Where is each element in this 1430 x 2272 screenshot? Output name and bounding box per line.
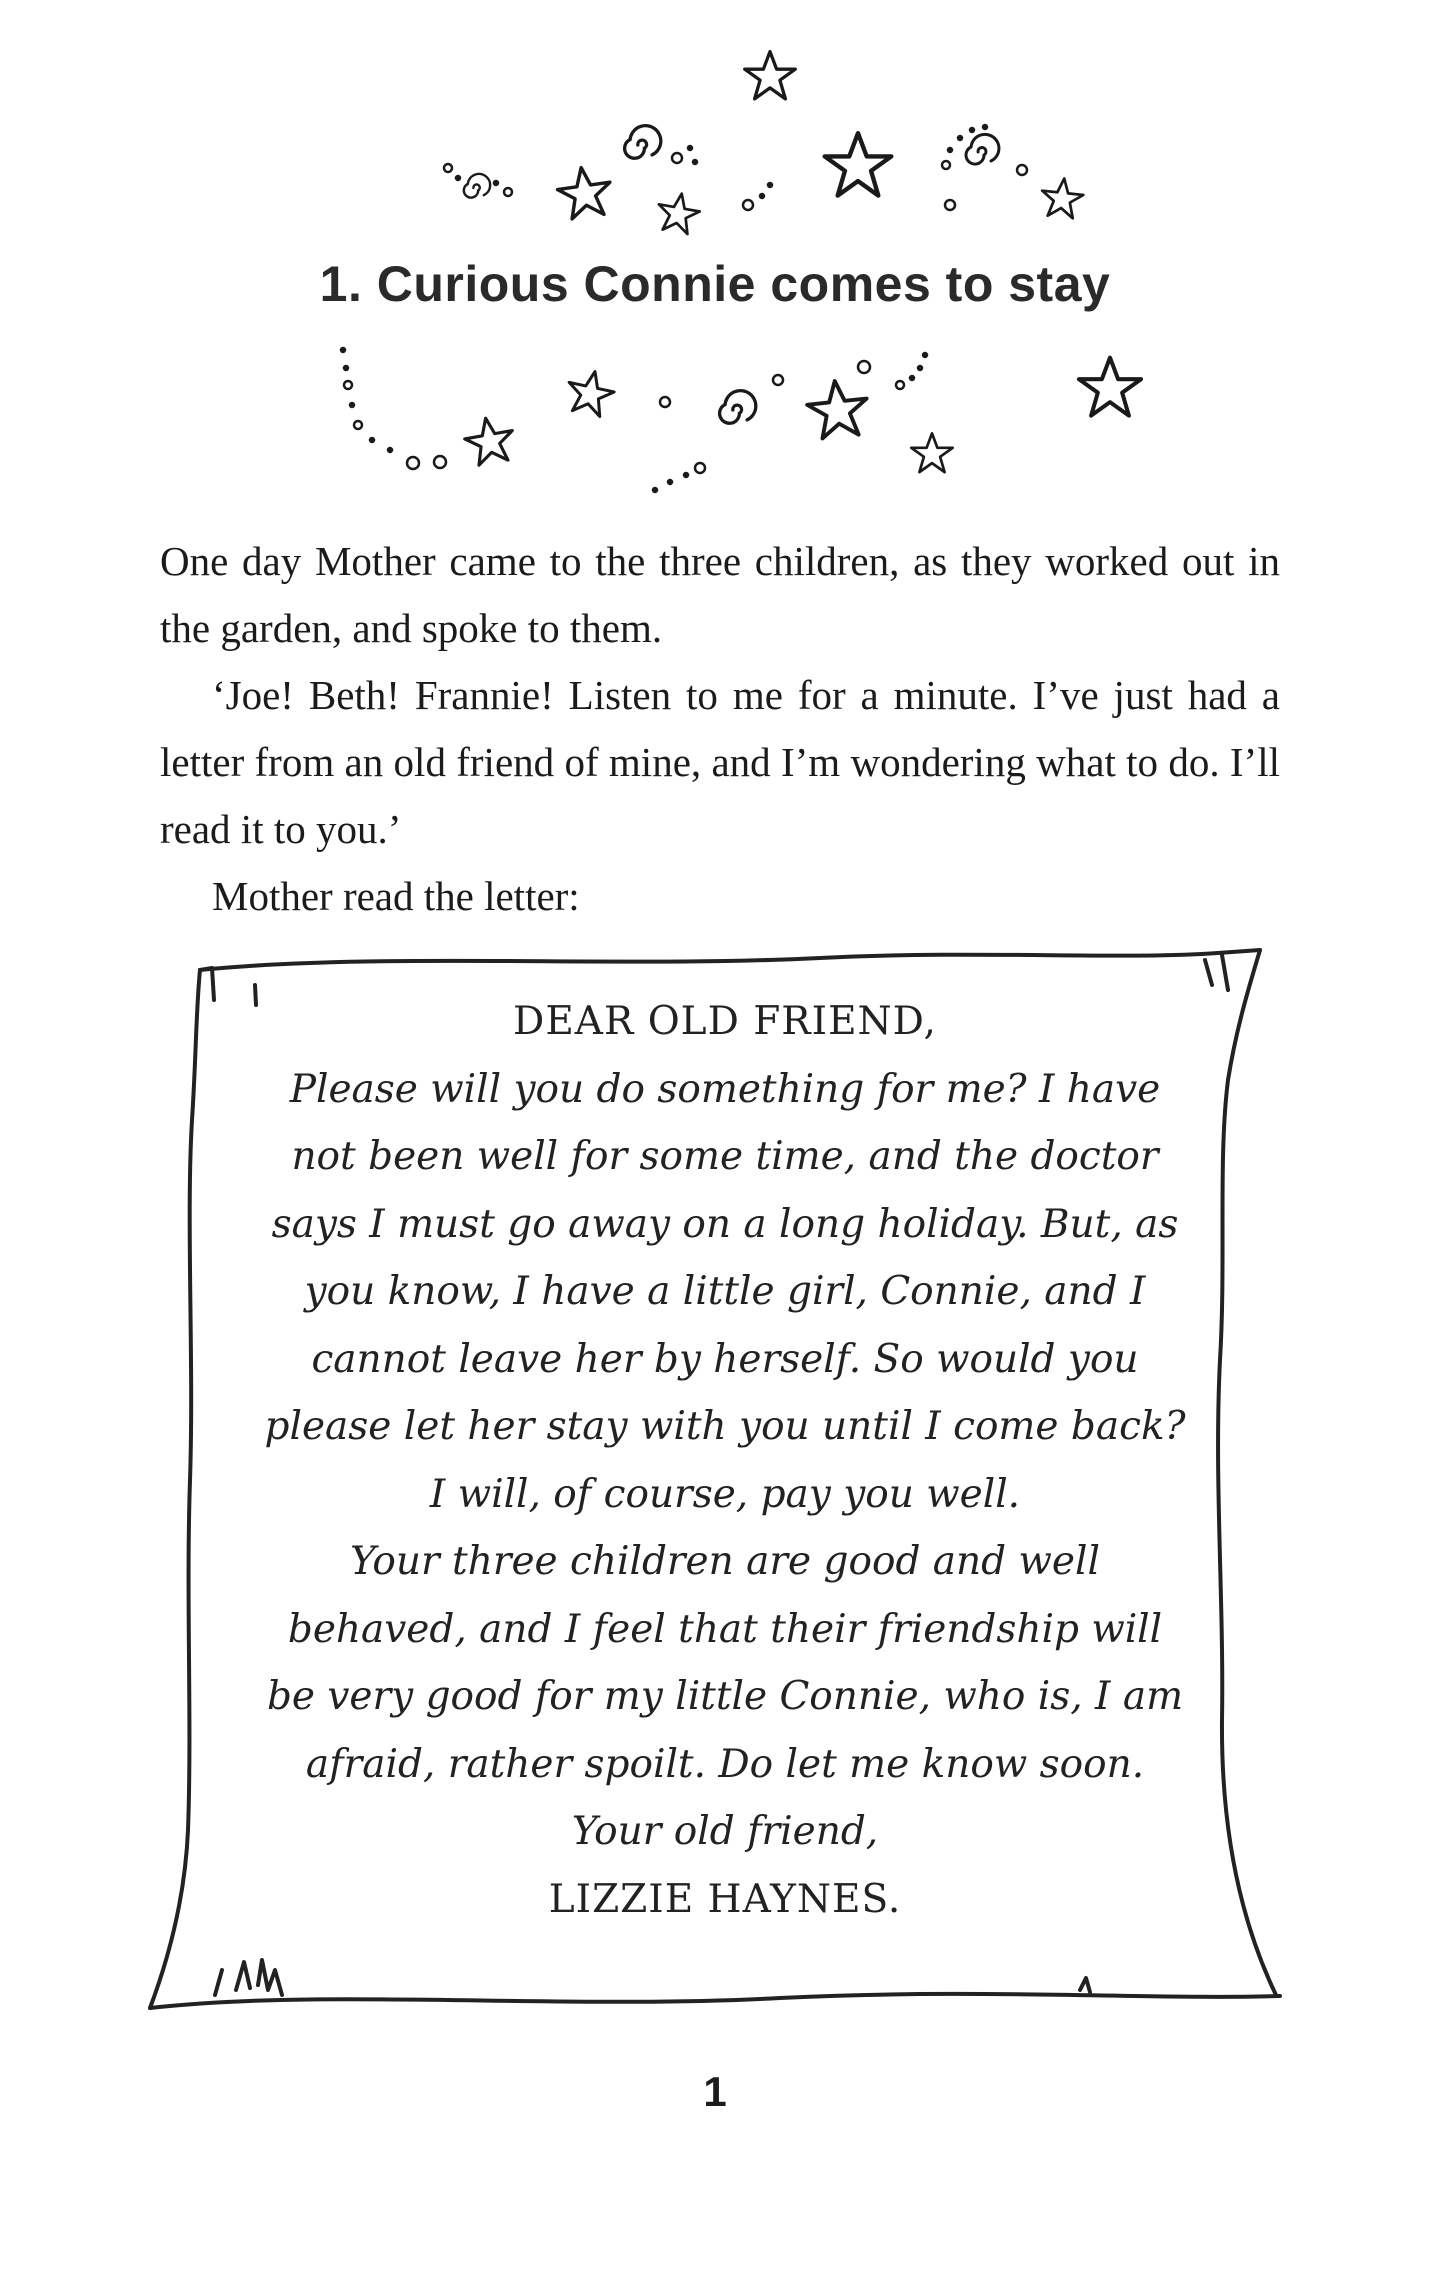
letter-line: afraid, rather spoilt. Do let me know soon. (305, 1741, 1145, 1787)
letter-signature: LIZZIE HAYNES. (548, 1876, 902, 1922)
letter (220, 988, 1230, 1933)
chapter-title: 1. Curious Connie comes to stay (319, 256, 1111, 312)
letter-line: says I must go away on a long holiday. But, as (271, 1201, 1179, 1247)
paragraph: ‘Joe! Beth! Frannie! Listen to me for a minute. I’ve just had a letter from an old friend of mine, and I’m wondering what to do. I’ll read it to you.’ (160, 672, 1280, 852)
page-number: 1 (703, 2068, 727, 2115)
letter-line: not been well for some time, and the doctor (291, 1134, 1159, 1179)
letter-line: Please will you do something for me? I have (289, 1066, 1161, 1112)
letter-line: Your three children are good and well (350, 1539, 1100, 1584)
letter-line: behaved, and I feel that their friendship will (287, 1606, 1163, 1652)
letter-line: you know, I have a little girl, Connie, and I (304, 1269, 1146, 1314)
paragraph: One day Mother came to the three children, as they worked out in the garden, and spoke to them. (160, 538, 1280, 651)
letter-line: I will, of course, pay you well. (429, 1471, 1021, 1517)
letter-line: cannot leave her by herself. So would you (311, 1336, 1139, 1382)
letter-salutation: DEAR OLD FRIEND, (513, 999, 937, 1044)
letter-line: please let her stay with you until I come back? (264, 1404, 1186, 1449)
letter-closing: Your old friend, (571, 1809, 879, 1854)
paragraph: Mother read the letter: (212, 873, 580, 919)
letter-line: be very good for my little Connie, who is, I am (266, 1674, 1184, 1719)
